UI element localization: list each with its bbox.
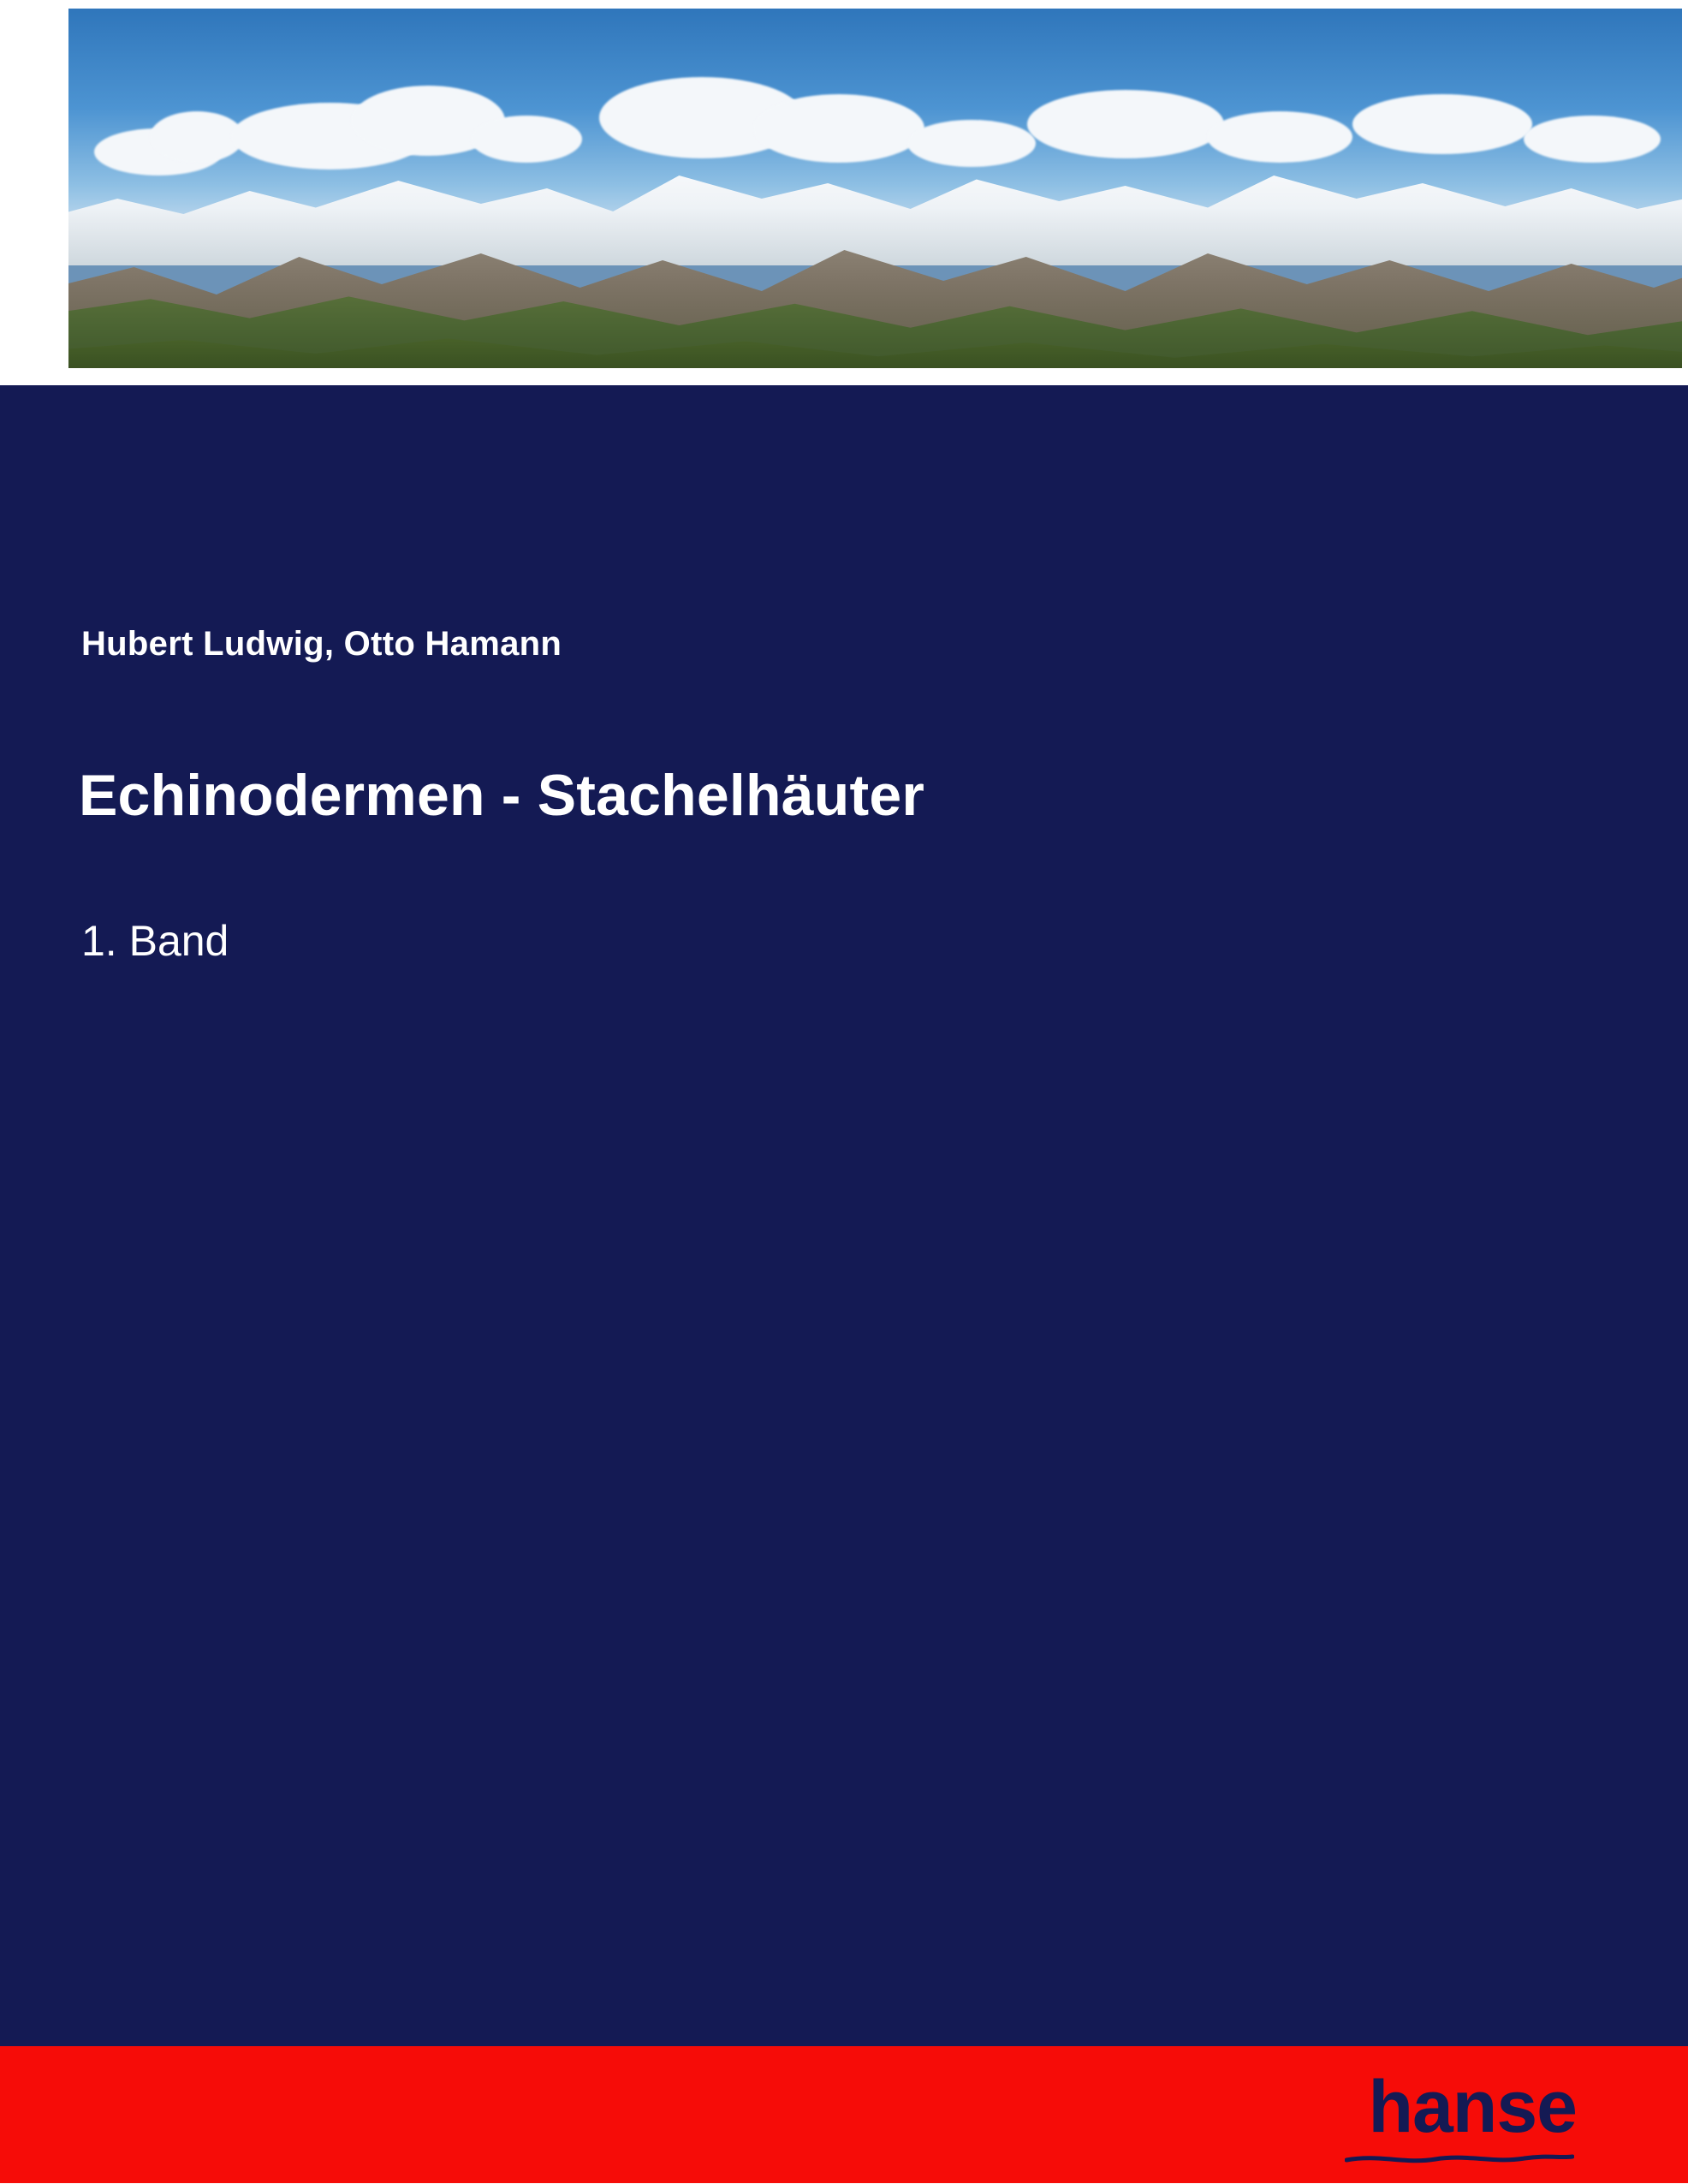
author-names: Hubert Ludwig, Otto Hamann: [81, 625, 562, 663]
cloud-shape: [1027, 90, 1224, 158]
volume-subtitle: 1. Band: [81, 917, 229, 965]
cloud-shape: [150, 111, 244, 163]
cloud-shape: [753, 94, 924, 163]
mountain-landscape-photo: [68, 9, 1682, 368]
cloud-shape: [907, 120, 1036, 167]
cloud-shape: [1352, 94, 1532, 154]
book-title: Echinodermen - Stachelhäuter: [79, 763, 925, 828]
publisher-footer-band: [0, 2046, 1688, 2183]
cloud-shape: [471, 116, 582, 163]
logo-underline-icon: [1345, 2152, 1574, 2164]
cover-main-panel: [0, 385, 1688, 2046]
cloud-shape: [1207, 111, 1352, 163]
cloud-shape: [1524, 116, 1661, 163]
publisher-logo: hanse: [1368, 2066, 1577, 2148]
